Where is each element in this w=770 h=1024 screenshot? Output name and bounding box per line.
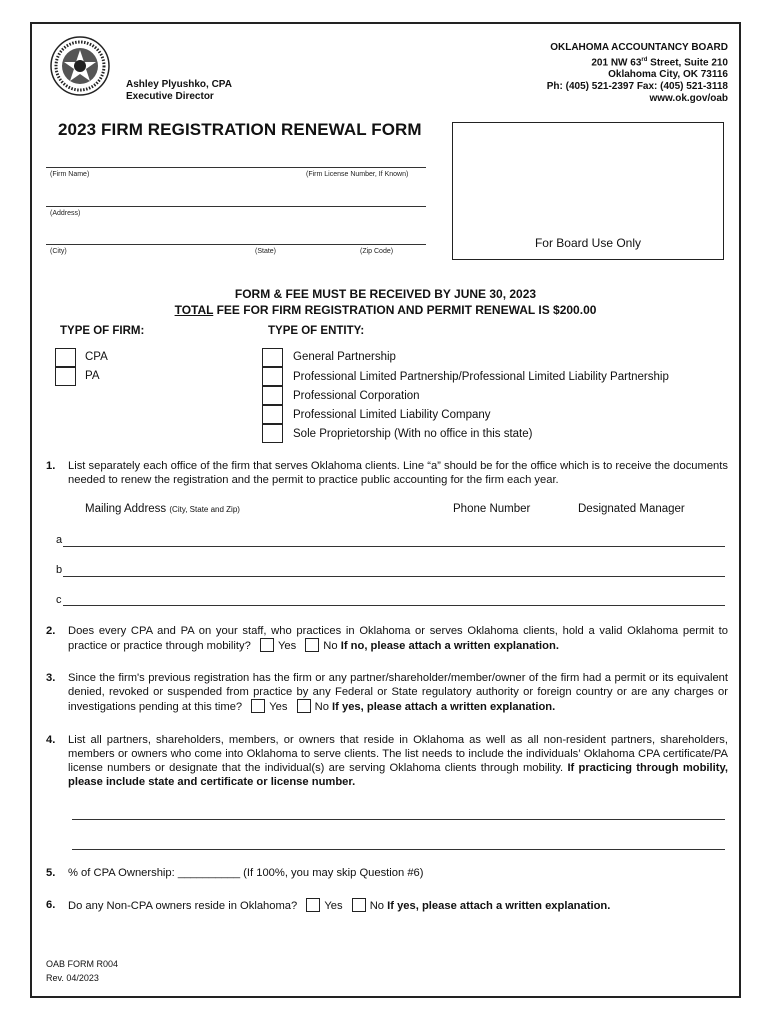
question-3-no-checkbox[interactable] [297,699,311,713]
entity-professional-corporation-checkbox[interactable] [262,386,283,405]
question-4 [46,733,728,791]
question-2 [46,624,728,654]
owners-list-line-2[interactable] [72,849,725,850]
firm-type-pa-checkbox[interactable] [55,367,76,386]
entity-pllp-label: Professional Limited Partnership/Professional Limited Liability Partnership [293,371,669,383]
owners-list-line-1[interactable] [72,819,725,820]
entity-pllc-checkbox[interactable] [262,405,283,424]
license-label: (Firm License Number, If Known) [306,171,409,178]
address-label: (Address) [50,210,81,217]
entity-general-partnership-label: General Partnership [293,351,396,363]
board-use-label: For Board Use Only [534,236,642,250]
entity-type-heading: TYPE OF ENTITY: [268,325,365,337]
question-3-note: If yes, please attach a written explanation. [332,701,556,713]
fee-notice [30,303,741,317]
question-3-number: 3. [46,672,56,684]
footer-revision: Rev. 04/2023 [46,973,99,983]
question-4-number: 4. [46,734,56,746]
question-5-number: 5. [46,867,56,879]
question-3 [46,671,728,715]
entity-professional-corporation-label: Professional Corporation [293,390,420,402]
footer [46,957,118,985]
board-name: OKLAHOMA ACCOUNTANCY BOARD [550,42,728,53]
question-6-no-checkbox[interactable] [352,898,366,912]
question-4-text: List all partners, shareholders, members, or owners that reside in Oklahoma as well as all non-resident partners, shareholders, members or owners who come into Oklahoma to serve clients. The list needs to include the individuals’ Oklahoma CPA certificate/PA license numbers or designate that the individual(s) are serving Oklahoma clients through mobility. [68,734,728,774]
director-name: Ashley Plyushko, CPA [126,79,232,90]
question-4-body [68,733,728,789]
question-3-yes-checkbox[interactable] [251,699,265,713]
firm-type-cpa-label: CPA [85,351,108,363]
col-designated-manager: Designated Manager [578,503,685,515]
question-3-no-label: No [314,701,329,713]
director-block [126,79,232,103]
entity-general-partnership-checkbox[interactable] [262,348,283,367]
question-6-number: 6. [46,899,56,911]
question-6-text: Do any Non-CPA owners reside in Oklahoma? [68,900,298,912]
question-6-no-label: No [369,900,385,912]
question-2-no-checkbox[interactable] [305,638,319,652]
entity-sole-proprietorship-checkbox[interactable] [262,424,283,443]
board-website: www.ok.gov/oab [649,93,728,105]
question-6-yes-checkbox[interactable] [306,898,320,912]
office-row-b-field[interactable] [63,576,725,577]
board-address-block [547,42,728,105]
address-field[interactable] [46,206,426,207]
entity-pllp-checkbox[interactable] [262,367,283,386]
question-6-note: If yes, please attach a written explanation. [387,900,611,912]
board-street [547,54,728,69]
question-5 [46,866,728,882]
question-2-yes-checkbox[interactable] [260,638,274,652]
office-row-b-letter: b [56,564,63,576]
question-2-no-label: No [323,640,338,652]
firm-name-field[interactable] [46,167,426,168]
office-row-c-letter: c [56,594,62,606]
board-street-suffix: rd [641,57,648,63]
question-4-note: If practicing through mobility, please include state and certificate or license number. [68,762,728,788]
question-5-text: % of CPA Ownership: __________ (If 100%, you may skip Question #6) [68,867,424,879]
fee-notice-text: FEE FOR FIRM REGISTRATION AND PERMIT RENEWAL IS $200.00 [213,303,597,317]
fee-notice-total: TOTAL [174,303,214,317]
firm-type-cpa-checkbox[interactable] [55,348,76,367]
question-6-yes-label: Yes [324,900,343,912]
firm-type-heading: TYPE OF FIRM: [60,325,145,337]
state-seal-icon [50,36,110,96]
question-2-text: Does every CPA and PA on your staff, who practices in Oklahoma or serves Oklahoma clients, hold a valid Oklahoma permit to practice or practice through mobility? [68,625,728,652]
footer-form-id: OAB FORM R004 [46,959,119,969]
question-2-body [68,624,728,653]
question-2-yes-label: Yes [277,640,297,652]
board-city: Oklahoma City, OK 73116 [608,69,728,81]
entity-pllc-label: Professional Limited Liability Company [293,409,491,421]
board-street-number: 201 NW 63 [591,57,642,69]
state-label: (State) [255,248,277,255]
question-3-body [68,671,728,714]
question-2-note: If no, please attach a written explanation. [340,640,559,652]
office-row-c-field[interactable] [63,605,725,606]
office-row-a-letter: a [56,534,63,546]
firm-name-label: (Firm Name) [50,171,90,178]
question-6 [46,898,728,914]
question-3-text: Since the firm's previous registration has the firm or any partner/shareholder/member/owner of the firm had a permit or its equivalent denied, revoked or suspended from practice by any Federal or State regulatory authority or foreign country or are any charges or investigations pending at this time? [68,672,728,713]
board-street-name: Street, Suite 210 [647,57,728,69]
form-title: 2023 FIRM REGISTRATION RENEWAL FORM [58,120,422,139]
zip-label: (Zip Code) [360,248,394,255]
question-1-text: List separately each office of the firm that serves Oklahoma clients. Line “a” should be for the office which is to receive the documents needed to renew the registration and the permit to practice public accounting for the firm each year. [68,460,728,486]
board-use-box [452,122,724,260]
question-1-number: 1. [46,460,56,472]
entity-sole-proprietorship-label: Sole Proprietorship (With no office in this state) [293,428,533,440]
col-mailing-label: Mailing Address [85,503,167,515]
board-phone: Ph: (405) 521-2397 Fax: (405) 521-3118 [546,81,728,93]
director-title: Executive Director [126,91,214,102]
question-6-body [68,898,728,913]
city-label: (City) [50,248,67,255]
col-mailing-address [85,503,240,515]
col-mailing-note: (City, State and Zip) [169,505,240,514]
office-row-a-field[interactable] [63,546,725,547]
question-2-number: 2. [46,625,56,637]
city-state-zip-field[interactable] [46,244,426,245]
col-phone-number: Phone Number [453,503,531,515]
deadline-notice: FORM & FEE MUST BE RECEIVED BY JUNE 30, 2023 [234,287,537,301]
firm-type-pa-label: PA [85,370,100,382]
question-3-yes-label: Yes [269,701,288,713]
question-1 [46,459,728,489]
